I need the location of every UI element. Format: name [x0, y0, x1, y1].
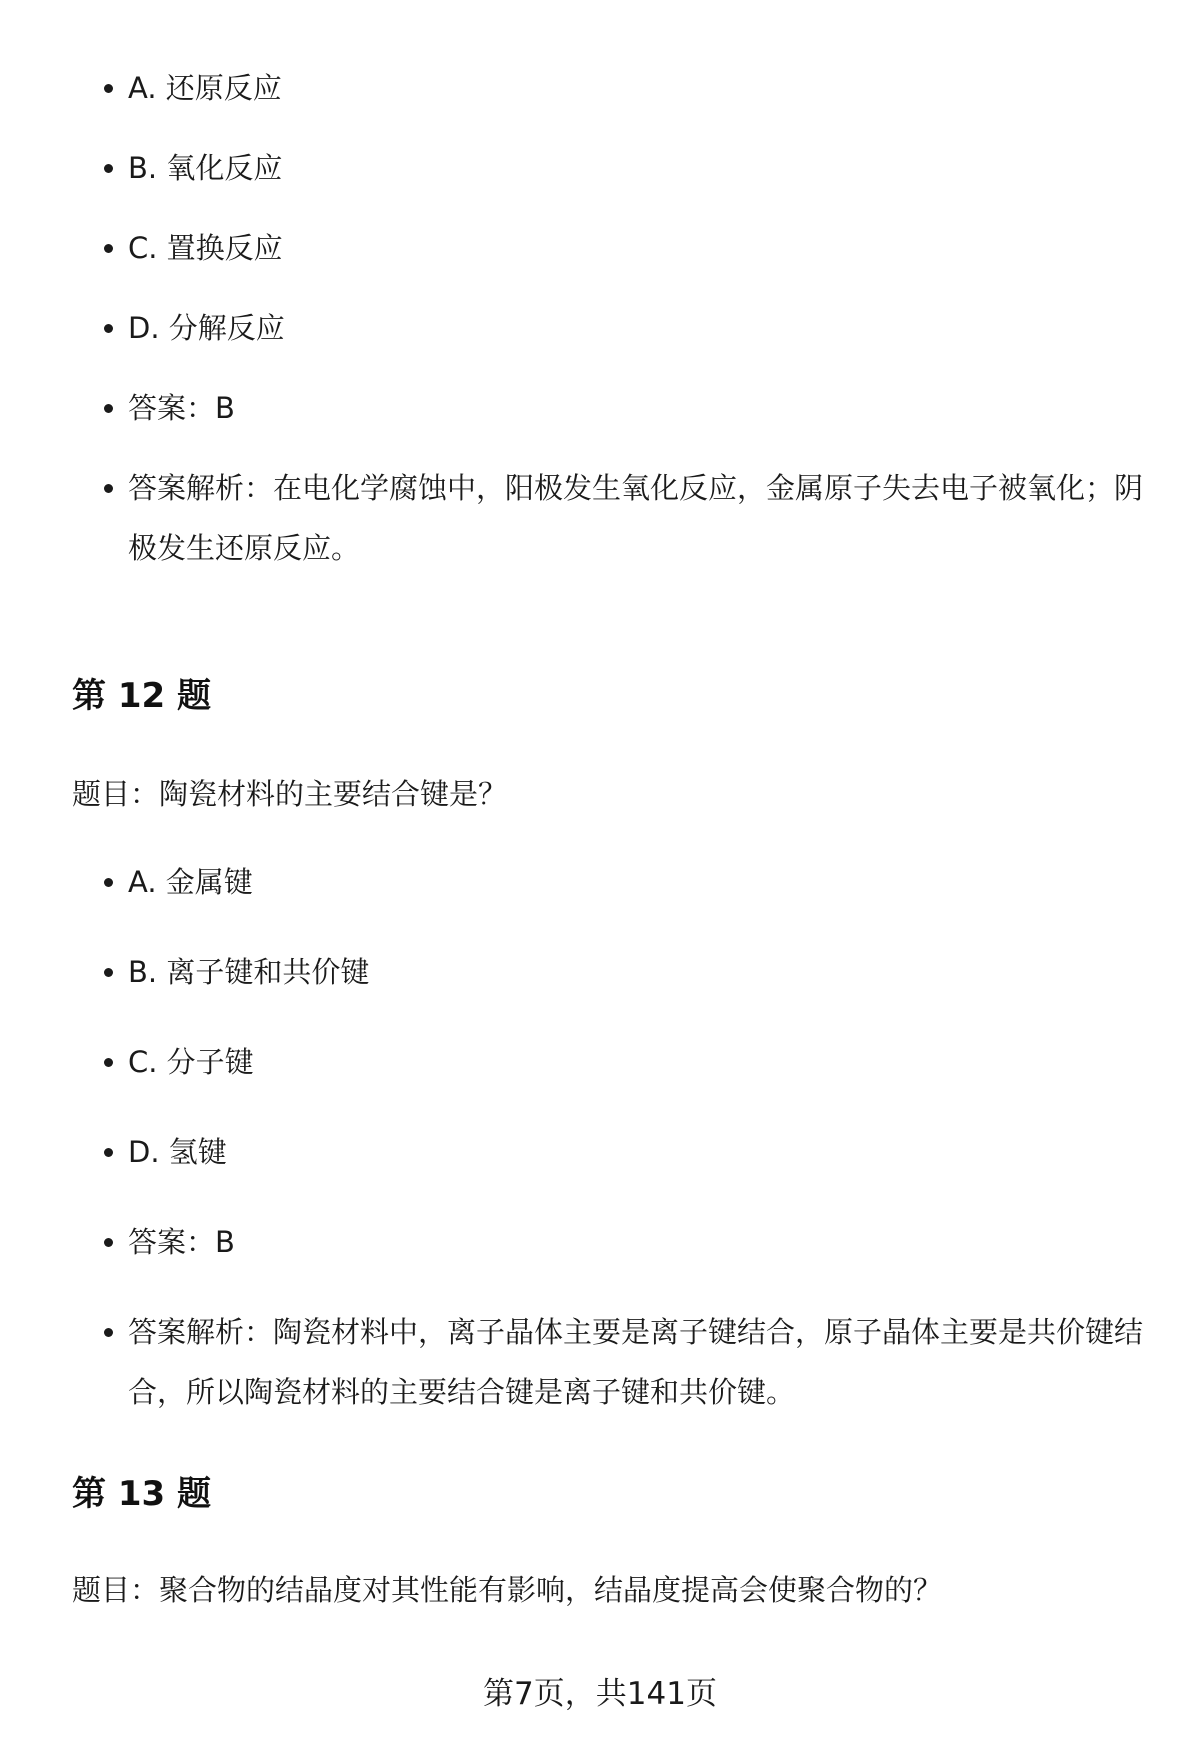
option-b: B. 氧化反应: [128, 151, 283, 185]
option-a: A. 金属键: [128, 865, 253, 899]
bullet-icon: [104, 878, 113, 887]
bullet-icon: [104, 324, 113, 333]
question-text: 题目：陶瓷材料的主要结合键是？: [72, 777, 508, 811]
option-c: C. 分子键: [128, 1045, 254, 1079]
bullet-icon: [104, 968, 113, 977]
question-heading: 第 13 题: [72, 1474, 211, 1514]
list-item: [128, 1032, 1148, 1092]
analysis-text: 答案解析：陶瓷材料中，离子晶体主要是离子键结合，原子晶体主要是共价键结合，所以陶瓷材料的主要结合键是离子键和共价键。: [128, 1315, 1144, 1409]
option-a: A. 还原反应: [128, 71, 282, 105]
option-d: D. 分解反应: [128, 311, 285, 345]
list-item: [128, 218, 1148, 278]
list-item: [128, 852, 1148, 912]
option-b: B. 离子键和共价键: [128, 955, 370, 989]
option-c: C. 置换反应: [128, 231, 283, 265]
list-item: [128, 458, 1148, 578]
bullet-icon: [104, 164, 113, 173]
bullet-icon: [104, 1238, 113, 1247]
bullet-icon: [104, 1148, 113, 1157]
bullet-icon: [104, 84, 113, 93]
question-heading: 第 12 题: [72, 676, 211, 716]
list-item: [128, 378, 1148, 438]
bullet-icon: [104, 484, 113, 493]
list-item: [128, 1302, 1148, 1422]
list-item: [128, 138, 1148, 198]
answer-text: 答案：B: [128, 1225, 235, 1259]
list-item: [128, 1122, 1148, 1182]
answer-text: 答案：B: [128, 391, 235, 425]
question-text: 题目：聚合物的结晶度对其性能有影响，结晶度提高会使聚合物的？: [72, 1573, 943, 1607]
bullet-icon: [104, 244, 113, 253]
bullet-icon: [104, 1058, 113, 1067]
list-item: [128, 1212, 1148, 1272]
list-item: [128, 58, 1148, 118]
list-item: [128, 942, 1148, 1002]
option-d: D. 氢键: [128, 1135, 227, 1169]
page-number: 第7页，共141页: [483, 1676, 717, 1712]
list-item: [128, 298, 1148, 358]
bullet-icon: [104, 404, 113, 413]
bullet-icon: [104, 1328, 113, 1337]
analysis-text: 答案解析：在电化学腐蚀中，阳极发生氧化反应，金属原子失去电子被氧化；阴极发生还原反应。: [128, 471, 1144, 565]
